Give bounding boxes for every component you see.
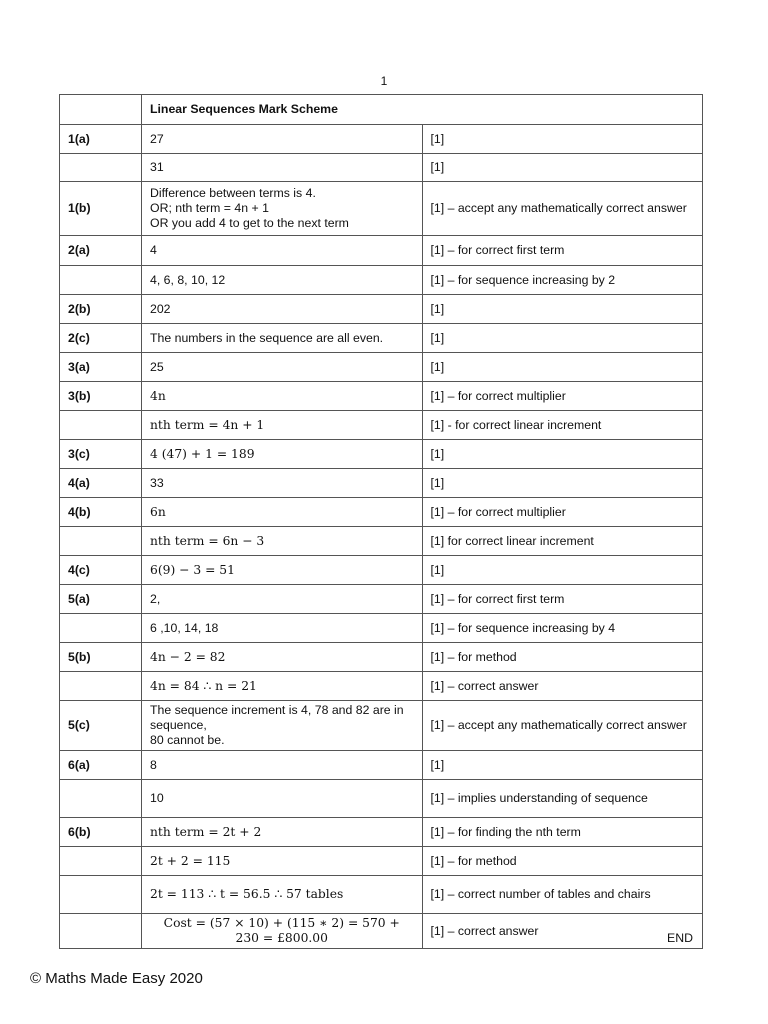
mark-cell: [1] – correct number of tables and chairs: [422, 876, 703, 914]
table-row: [60, 556, 703, 585]
mark-cell: [1] – for method: [422, 643, 703, 672]
mark-cell: [1] – accept any mathematically correct answer: [422, 701, 703, 751]
question-number: [60, 876, 142, 914]
answer-line: OR; nth term = 4n + 1: [150, 201, 269, 215]
mark-cell: [1] – for correct first term: [422, 236, 703, 266]
mark-cell: [1]: [422, 353, 703, 382]
table-row: [60, 914, 703, 949]
answer-cell: 6n: [142, 498, 423, 527]
question-number: 4(c): [60, 556, 142, 585]
mark-cell: [1] for correct linear increment: [422, 527, 703, 556]
table-row: [60, 672, 703, 701]
table-row: [60, 498, 703, 527]
answer-cell: 4n: [142, 382, 423, 411]
question-number: 5(b): [60, 643, 142, 672]
mark-cell: [1] – implies understanding of sequence: [422, 780, 703, 818]
mark-cell: [1]: [422, 751, 703, 780]
question-number: 4(b): [60, 498, 142, 527]
answer-cell: 33: [142, 469, 423, 498]
answer-cell: nth term = 2t + 2: [142, 818, 423, 847]
table-row: [60, 440, 703, 469]
mark-cell: [1] – for finding the nth term: [422, 818, 703, 847]
mark-cell: [1] – accept any mathematically correct answer: [422, 182, 703, 236]
answer-cell: Cost = (57 × 10) + (115 ∗ 2) = 570 + 230 = £800.00: [142, 914, 423, 949]
answer-cell: 2,: [142, 585, 423, 614]
answer-cell: nth term = 4n + 1: [142, 411, 423, 440]
question-number: 6(b): [60, 818, 142, 847]
answer-cell: 31: [142, 154, 423, 182]
answer-cell: 2t = 113 ∴ t = 56.5 ∴ 57 tables: [142, 876, 423, 914]
table-row: [60, 701, 703, 751]
mark-cell: [1]: [422, 324, 703, 353]
answer-cell: 6 ,10, 14, 18: [142, 614, 423, 643]
answer-cell: 8: [142, 751, 423, 780]
question-number: 5(a): [60, 585, 142, 614]
table-row: [60, 780, 703, 818]
header-question-cell: [60, 95, 142, 125]
answer-cell: 10: [142, 780, 423, 818]
mark-cell: [1] – correct answer: [422, 914, 703, 949]
table-row: [60, 266, 703, 295]
mark-cell: [1]: [422, 440, 703, 469]
answer-cell: 25: [142, 353, 423, 382]
answer-cell: 4n = 84 ∴ n = 21: [142, 672, 423, 701]
question-number: 1(b): [60, 182, 142, 236]
question-number: 5(c): [60, 701, 142, 751]
answer-cell: 4, 6, 8, 10, 12: [142, 266, 423, 295]
question-number: 1(a): [60, 125, 142, 154]
question-number: [60, 266, 142, 295]
table-row: [60, 411, 703, 440]
question-number: 3(c): [60, 440, 142, 469]
answer-cell: 4 (47) + 1 = 189: [142, 440, 423, 469]
mark-cell: [1]: [422, 154, 703, 182]
table-row: [60, 876, 703, 914]
table-row: [60, 382, 703, 411]
table-row: [60, 295, 703, 324]
question-number: [60, 411, 142, 440]
question-number: [60, 527, 142, 556]
table-row: [60, 585, 703, 614]
question-number: [60, 614, 142, 643]
question-number: [60, 672, 142, 701]
table-row: [60, 125, 703, 154]
answer-line: The sequence increment is 4, 78 and 82 are in sequence,: [150, 703, 404, 732]
mark-cell: [1] - for correct linear increment: [422, 411, 703, 440]
question-number: 2(b): [60, 295, 142, 324]
table-row: [60, 643, 703, 672]
mark-cell: [1] – for sequence increasing by 4: [422, 614, 703, 643]
question-number: [60, 914, 142, 949]
answer-cell: nth term = 6n − 3: [142, 527, 423, 556]
mark-cell: [1] – for correct multiplier: [422, 498, 703, 527]
answer-cell: 27: [142, 125, 423, 154]
answer-cell: 4n − 2 = 82: [142, 643, 423, 672]
table-header-row: [60, 95, 703, 125]
table-row: [60, 751, 703, 780]
question-number: [60, 847, 142, 876]
mark-scheme-table: [59, 94, 703, 949]
table-row: [60, 847, 703, 876]
answer-line: Difference between terms is 4.: [150, 186, 316, 200]
question-number: 2(a): [60, 236, 142, 266]
answer-cell: 6(9) − 3 = 51: [142, 556, 423, 585]
table-row: [60, 324, 703, 353]
table-row: [60, 236, 703, 266]
footer-copyright: © Maths Made Easy 2020: [30, 970, 203, 987]
answer-cell: [142, 701, 423, 751]
mark-cell: [1]: [422, 469, 703, 498]
table-row: [60, 818, 703, 847]
mark-cell: [1] – correct answer: [422, 672, 703, 701]
end-label: END: [667, 931, 693, 945]
table-row: [60, 353, 703, 382]
table-row: [60, 527, 703, 556]
answer-cell: [142, 182, 423, 236]
table-row: [60, 614, 703, 643]
table-title: Linear Sequences Mark Scheme: [142, 95, 703, 125]
mark-cell: [1]: [422, 125, 703, 154]
mark-cell: [1] – for sequence increasing by 2: [422, 266, 703, 295]
mark-cell: [1]: [422, 295, 703, 324]
answer-line: 80 cannot be.: [150, 733, 225, 747]
question-number: 6(a): [60, 751, 142, 780]
table-row: [60, 469, 703, 498]
answer-cell: 4: [142, 236, 423, 266]
table-row: [60, 154, 703, 182]
answer-cell: 202: [142, 295, 423, 324]
answer-cell: The numbers in the sequence are all even.: [142, 324, 423, 353]
question-number: [60, 780, 142, 818]
mark-cell: [1] – for correct multiplier: [422, 382, 703, 411]
question-number: 3(a): [60, 353, 142, 382]
answer-line: OR you add 4 to get to the next term: [150, 216, 349, 230]
mark-cell: [1] – for correct first term: [422, 585, 703, 614]
mark-cell: [1]: [422, 556, 703, 585]
answer-cell: 2t + 2 = 115: [142, 847, 423, 876]
mark-cell: [1] – for method: [422, 847, 703, 876]
question-number: [60, 154, 142, 182]
question-number: 2(c): [60, 324, 142, 353]
question-number: 3(b): [60, 382, 142, 411]
table-row: [60, 182, 703, 236]
page-number: 1: [380, 74, 388, 88]
question-number: 4(a): [60, 469, 142, 498]
